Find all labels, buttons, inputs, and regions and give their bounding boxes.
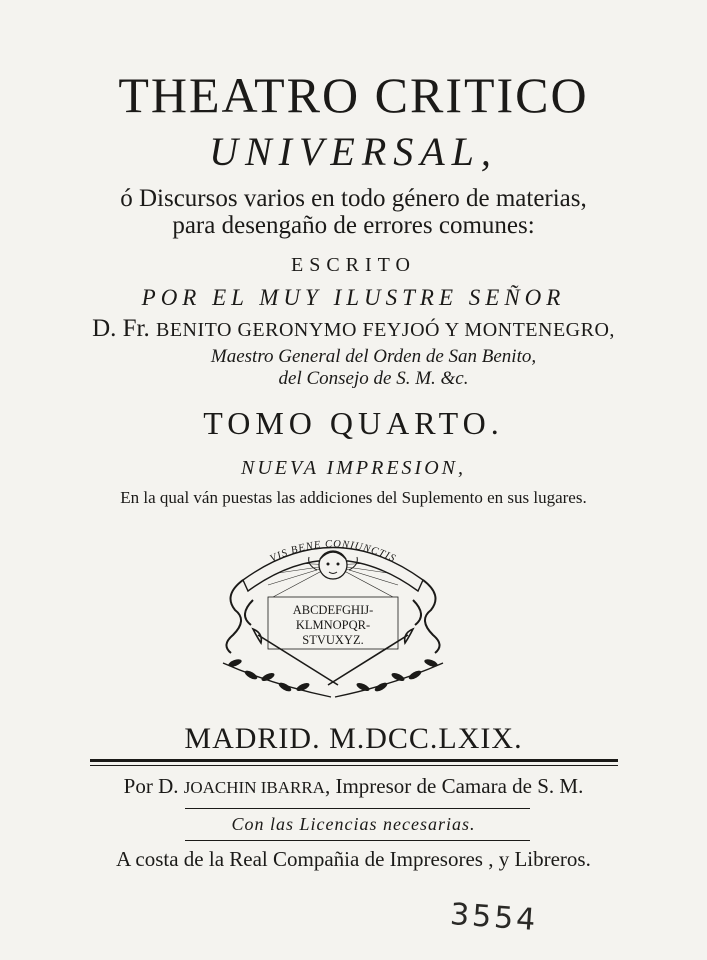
printers-device-emblem [213, 525, 453, 710]
imprint-licences: Con las Licencias necesarias. [231, 814, 476, 834]
imprint-publisher: A costa de la Real Compañia de Impresores , y Libreros. [116, 847, 591, 871]
imprint-city-date: MADRID. M.DCC.LXIX. [184, 722, 523, 755]
title-line-2: UNIVERSAL, [209, 129, 498, 174]
laurel-branch-icon [223, 658, 443, 697]
author-line [0, 315, 707, 343]
divider-thin [90, 765, 618, 766]
por-el-senor-line: POR EL MUY ILUSTRE SEÑOR [141, 285, 566, 310]
author-role-2: del Consejo de S. M. &c. [278, 368, 469, 389]
edition-label: NUEVA IMPRESION, [240, 457, 466, 479]
subtitle-line-2: para desengaño de errores comunes: [172, 212, 535, 239]
divider-short-top [185, 808, 530, 809]
printer-name: JOACHIN IBARRA [183, 778, 325, 797]
volume-title: TOMO QUARTO. [203, 405, 504, 441]
author-name: BENITO GERONYMO FEYJOÓ Y MONTENEGRO, [155, 319, 615, 341]
alphabet-line-1: ABCDEFGHIJ- [292, 603, 374, 617]
imprint-printer [0, 774, 707, 799]
alphabet-line-3: STVUXYZ. [302, 633, 364, 647]
author-prefix: D. Fr. [92, 315, 156, 342]
divider-thick [90, 759, 618, 762]
alphabet-line-2: KLMNOPQR- [295, 618, 371, 632]
subtitle-line-1: ó Discursos varios en todo género de materias, [120, 185, 587, 212]
escrito-label: ESCRITO [291, 254, 416, 276]
handwritten-shelfmark: 3554 [448, 897, 540, 939]
emblem-motto: VIS BENE CONIUNCTIS [268, 538, 398, 565]
printer-prefix: Por D. [123, 774, 184, 798]
edition-note: En la qual ván puestas las addiciones del Suplemento en sus lugares. [120, 488, 587, 507]
title-line-1: THEATRO CRITICO [118, 67, 589, 123]
printer-suffix: , Impresor de Camara de S. M. [324, 774, 584, 798]
author-role-1: Maestro General del Orden de San Benito, [210, 346, 537, 367]
divider-short-bottom [185, 840, 530, 841]
